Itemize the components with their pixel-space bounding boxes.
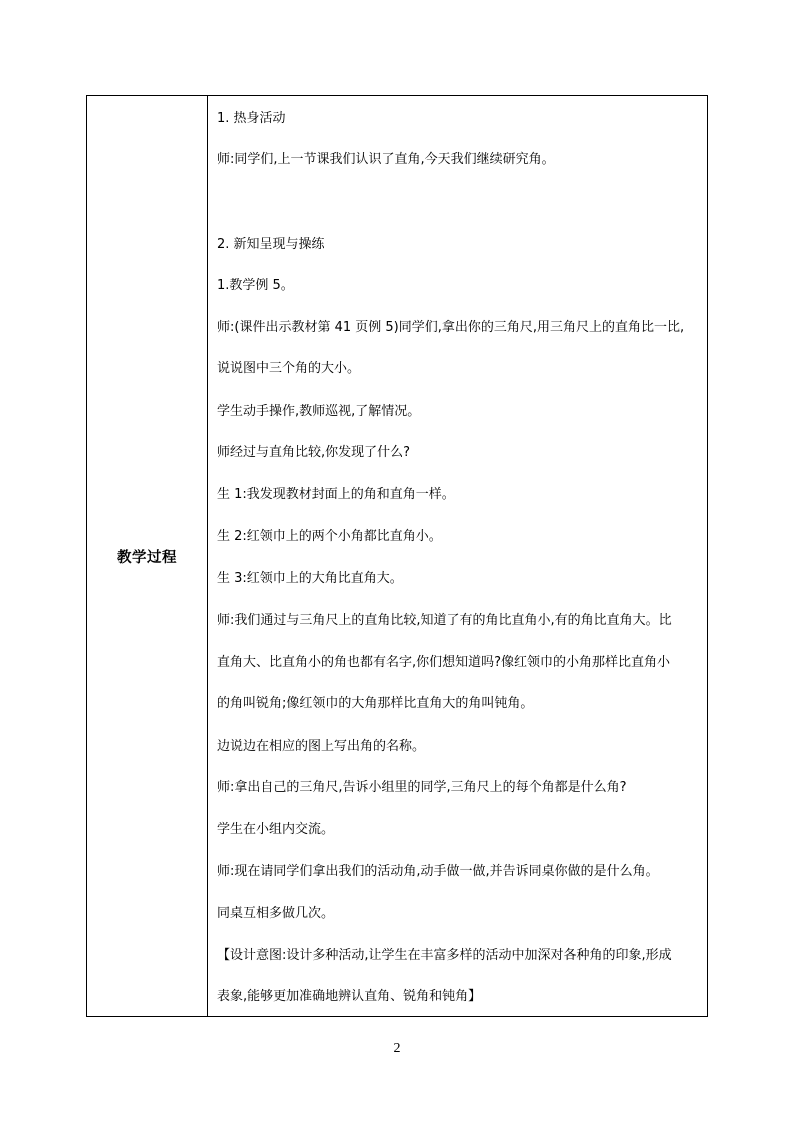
content-line: 表象,能够更加准确地辨认直角、锐角和钝角】 (217, 989, 482, 1004)
content-line: 的角叫锐角;像红领巾的大角那样比直角大的角叫钝角。 (217, 696, 534, 711)
content-line: 1.教学例 5。 (217, 278, 294, 293)
content-line: 同桌互相多做几次。 (217, 906, 335, 921)
content-line: 师经过与直角比较,你发现了什么? (217, 445, 411, 460)
content-line: 生 1:我发现教材封面上的角和直角一样。 (217, 487, 455, 502)
content-line: 师:拿出自己的三角尺,告诉小组里的同学,三角尺上的每个角都是什么角? (217, 780, 627, 795)
content-line: 直角大、比直角小的角也都有名字,你们想知道吗?像红领巾的小角那样比直角小 (217, 655, 671, 670)
content-line: 1. 热身活动 (217, 111, 286, 126)
content-cell (208, 96, 707, 1016)
content-line: 师:(课件出示教材第 41 页例 5)同学们,拿出你的三角尺,用三角尺上的直角比一比, (217, 320, 685, 335)
content-line: 生 2:红领巾上的两个小角都比直角小。 (217, 529, 442, 544)
content-line: 师:我们通过与三角尺上的直角比较,知道了有的角比直角小,有的角比直角大。比 (217, 613, 672, 628)
content-line: 边说边在相应的图上写出角的名称。 (217, 739, 426, 754)
row-label: 教学过程 (117, 549, 177, 566)
content-line: 师:同学们,上一节课我们认识了直角,今天我们继续研究角。 (217, 152, 555, 167)
content-line: 学生动手操作,教师巡视,了解情况。 (217, 404, 421, 419)
content-line: 师:现在请同学们拿出我们的活动角,动手做一做,并告诉同桌你做的是什么角。 (217, 864, 659, 879)
content-line: 说说图中三个角的大小。 (217, 361, 361, 376)
content-line: 生 3:红领巾上的大角比直角大。 (217, 571, 403, 586)
content-line: 学生在小组内交流。 (217, 822, 335, 837)
content-line: 【设计意图:设计多种活动,让学生在丰富多样的活动中加深对各种角的印象,形成 (217, 948, 672, 963)
page-number: 2 (393, 1041, 401, 1056)
lesson-table (86, 95, 708, 1017)
row-label-cell (87, 96, 208, 1016)
content-line: 2. 新知呈现与操练 (217, 237, 325, 252)
